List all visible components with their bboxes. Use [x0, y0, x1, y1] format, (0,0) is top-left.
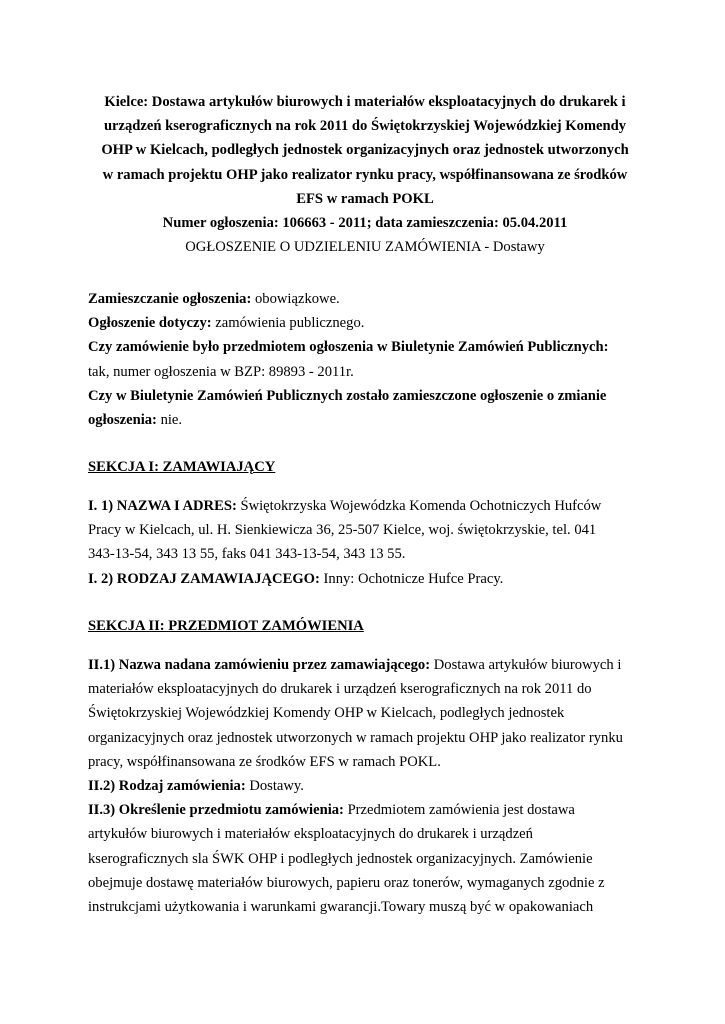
publication-row	[88, 287, 648, 311]
ordering-party-name-row	[88, 494, 648, 518]
title-line: EFS w ramach POKL	[296, 190, 434, 207]
order-kind-row	[88, 774, 648, 798]
publication-label: Zamieszczanie ogłoszenia:	[88, 291, 252, 307]
ordering-party-type-value: Inny: Ochotnicze Hufce Pracy.	[323, 570, 504, 587]
bzp-question: Czy zamówienie było przedmiotem ogłoszenia w Biuletynie Zamówień Publicznych:	[88, 339, 609, 356]
order-kind-value: Dostawy.	[249, 778, 304, 795]
order-scope-line: artykułów biurowych i materiałów eksploatacyjnych do drukarek i urządzeń	[88, 826, 533, 843]
notice-type: OGŁOSZENIE O UDZIELENIU ZAMÓWIENIA - Dostawy	[185, 239, 545, 256]
change-row	[88, 408, 648, 432]
section-2-body	[88, 653, 648, 919]
section-1-body	[88, 494, 648, 591]
intro-block	[88, 287, 648, 432]
order-scope-line: obejmuje dostawę materiałów biurowych, papieru oraz tonerów, wymaganych zgodnie z	[88, 874, 605, 891]
order-name-value: Dostawa artykułów biurowych i	[433, 657, 622, 673]
title-line: Kielce: Dostawa artykułów biurowych i materiałów eksploatacyjnych do drukarek i	[104, 94, 626, 110]
change-answer: nie.	[160, 412, 183, 429]
order-scope-label: II.3) Określenie przedmiotu zamówienia:	[88, 802, 344, 819]
concerns-row	[88, 311, 648, 335]
ordering-party-phone: 343-13-54, 343 13 55, faks 041 343-13-54, 343 13 55.	[88, 546, 406, 563]
section-1-heading: SEKCJA I: ZAMAWIAJĄCY	[88, 459, 276, 475]
order-name-line: pracy, współfinansowana ze środków EFS w ramach POKL.	[88, 753, 441, 770]
bzp-answer: tak, numer ogłoszenia w BZP: 89893 - 2011r.	[88, 363, 354, 380]
ordering-party-address: Pracy w Kielcach, ul. H. Sienkiewicza 36, 25-507 Kielce, woj. świętokrzyskie, tel. 041	[88, 522, 597, 539]
order-scope-line: kserograficznych sla ŚWK OHP i podległych jednostek organizacyjnych. Zamówienie	[88, 850, 593, 867]
ordering-party-type-row	[88, 567, 648, 591]
section-2-heading: SEKCJA II: PRZEDMIOT ZAMÓWIENIA	[88, 618, 364, 634]
order-name-row	[88, 653, 648, 677]
order-name-line: organizacyjnych oraz jednostek utworzonych w ramach projektu OHP jako realizator rynku	[88, 729, 623, 746]
title-line: OHP w Kielcach, podległych jednostek organizacyjnych oraz jednostek utworzonych	[101, 142, 629, 159]
change-question-end: ogłoszenia:	[88, 412, 157, 429]
order-name-line: materiałów eksploatacyjnych do drukarek i urządzeń kserograficznych na rok 2011 do	[88, 681, 592, 698]
concerns-value: zamówienia publicznego.	[215, 315, 365, 332]
order-name-line: Świętokrzyskiej Wojewódzkiej Komendy OHP w Kielcach, podległych jednostek	[88, 705, 565, 722]
concerns-label: Ogłoszenie dotyczy:	[88, 315, 212, 332]
change-question: Czy w Biuletynie Zamówień Publicznych zostało zamieszczone ogłoszenie o zmianie	[88, 387, 607, 404]
order-scope-row	[88, 798, 648, 822]
order-kind-label: II.2) Rodzaj zamówienia:	[88, 778, 246, 795]
publication-value: obowiązkowe.	[255, 291, 340, 307]
notice-header	[60, 90, 670, 259]
ordering-party-type-label: I. 2) RODZAJ ZAMAWIAJĄCEGO:	[88, 570, 320, 587]
order-scope-line: instrukcjami użytkowania i warunkami gwarancji.Towary muszą być w opakowaniach	[88, 899, 594, 916]
order-scope-value: Przedmiotem zamówienia jest dostawa	[347, 802, 575, 819]
notice-number: Numer ogłoszenia: 106663 - 2011; data zamieszczenia: 05.04.2011	[162, 215, 568, 232]
title-line: urządzeń kserograficznych na rok 2011 do Świętokrzyskiej Wojewódzkiej Komendy	[103, 118, 627, 135]
order-name-label: II.1) Nazwa nadana zamówieniu przez zamawiającego:	[88, 657, 431, 673]
ordering-party-name-value: Świętokrzyska Wojewódzka Komenda Ochotniczych Hufców	[240, 498, 602, 514]
title-line: w ramach projektu OHP jako realizator rynku pracy, współfinansowana ze środków	[102, 166, 628, 183]
ordering-party-name-label: I. 1) NAZWA I ADRES:	[88, 498, 237, 514]
